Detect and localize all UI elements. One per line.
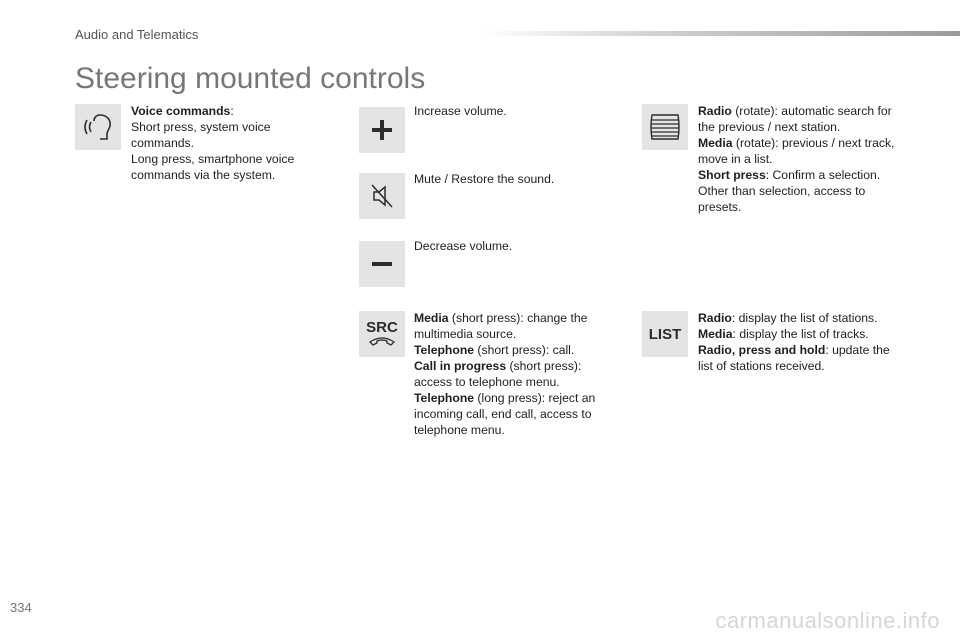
desc-text: (short press): change the — [448, 311, 588, 325]
term: Telephone — [414, 391, 475, 405]
desc-text: (short press): — [506, 359, 582, 373]
desc-line: presets. — [698, 200, 742, 214]
desc-line: access to telephone menu. — [414, 375, 560, 389]
phone-icon — [367, 335, 397, 347]
desc-text: : Confirm a selection. — [765, 168, 881, 182]
src-label: SRC — [366, 319, 398, 336]
desc-line: telephone menu. — [414, 423, 505, 437]
decrease-volume-description: Decrease volume. — [414, 239, 513, 253]
desc-text: (long press): reject an — [474, 391, 596, 405]
src-description — [414, 310, 595, 438]
desc-text: (short press): call. — [474, 343, 575, 357]
desc-line: Long press, smartphone voice — [131, 152, 295, 166]
desc-text: : display the list of tracks. — [732, 327, 869, 341]
term: Media — [698, 136, 733, 150]
thumbwheel-description — [698, 103, 894, 215]
term: Media — [698, 327, 733, 341]
desc-line: Short press, system voice — [131, 120, 271, 134]
term: Radio — [698, 311, 732, 325]
list-label: LIST — [648, 325, 682, 343]
mute-icon — [359, 173, 405, 219]
page-number: 334 — [10, 600, 32, 615]
desc-text: (rotate): previous / next track, — [732, 136, 895, 150]
increase-volume-description: Increase volume. — [414, 104, 507, 118]
term: Media — [414, 311, 449, 325]
desc-text: : update the — [825, 343, 890, 357]
desc-line: incoming call, end call, access to — [414, 407, 592, 421]
term: Telephone — [414, 343, 475, 357]
mute-description: Mute / Restore the sound. — [414, 172, 555, 186]
term: Call in progress — [414, 359, 507, 373]
term: Voice commands — [131, 104, 231, 118]
desc-line: Other than selection, access to — [698, 184, 866, 198]
term: Radio, press and hold — [698, 343, 826, 357]
desc-line: list of stations received. — [698, 359, 825, 373]
term: Short press — [698, 168, 766, 182]
voice-commands-description: Voice commands: Short press, system voice commands. Long press, smartphone voice commands via the system. — [131, 104, 295, 182]
section-header: Audio and Telematics — [75, 27, 199, 42]
list-button-icon — [642, 311, 688, 357]
plus-icon — [359, 107, 405, 153]
voice-command-icon — [75, 104, 121, 150]
minus-icon — [359, 241, 405, 287]
desc-text: : display the list of stations. — [731, 311, 878, 325]
watermark: carmanualsonline.info — [715, 608, 940, 633]
desc-line: multimedia source. — [414, 327, 517, 341]
desc-line: commands via the system. — [131, 168, 276, 182]
desc-text: (rotate): automatic search for — [731, 104, 892, 118]
desc-line: move in a list. — [698, 152, 773, 166]
page-title: Steering mounted controls — [75, 62, 426, 95]
desc-line: commands. — [131, 136, 194, 150]
thumbwheel-icon — [642, 104, 688, 150]
header-rule — [480, 31, 960, 36]
desc-line: the previous / next station. — [698, 120, 841, 134]
src-button-icon — [359, 311, 405, 357]
list-description — [698, 310, 890, 374]
term: Radio — [698, 104, 732, 118]
